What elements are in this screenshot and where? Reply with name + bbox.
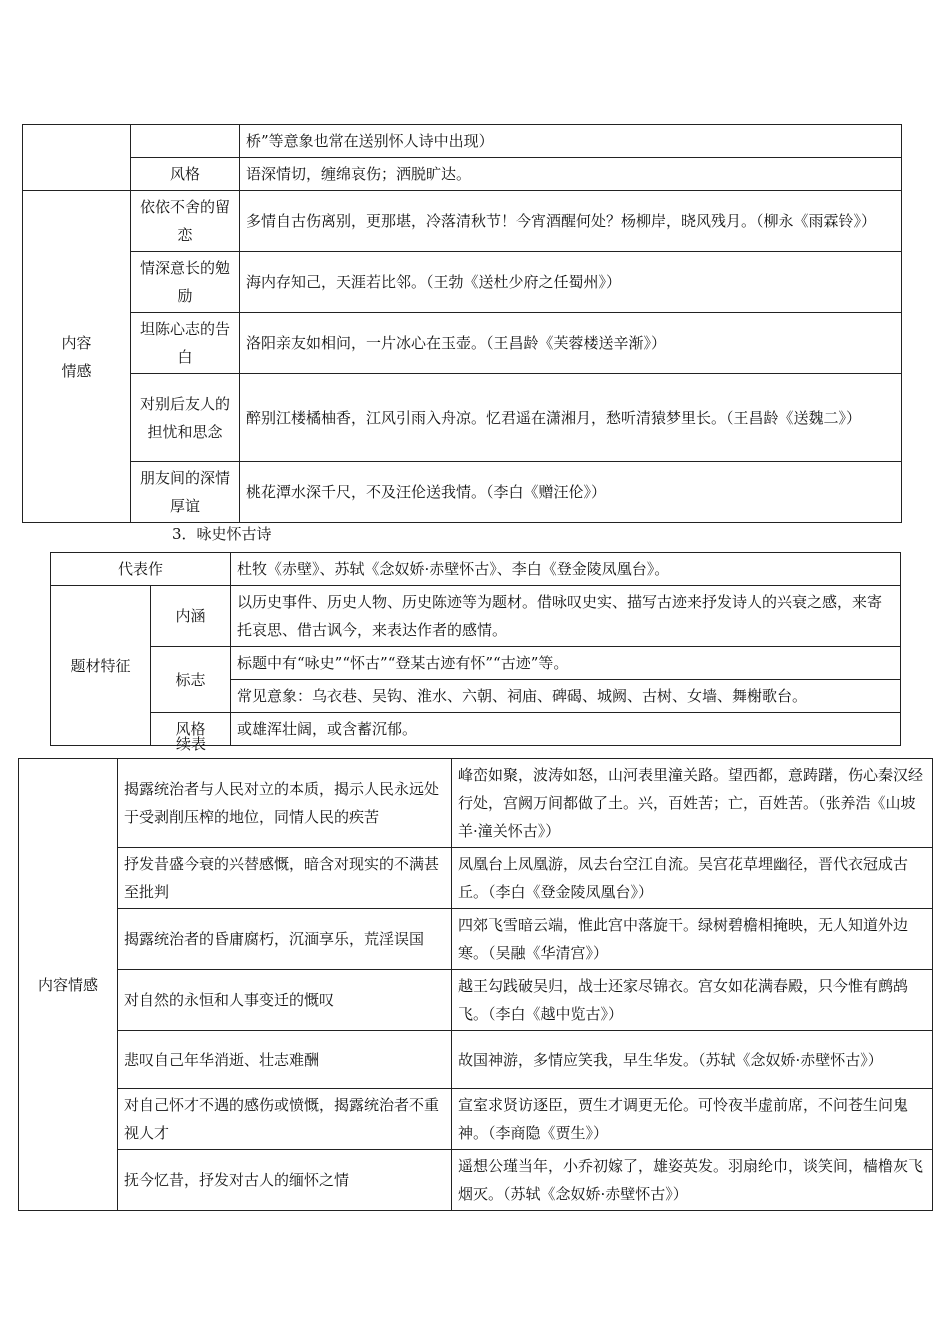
theme-text: 对自己怀才不遇的感伤或愤慨，揭露统治者不重视人才 [118, 1089, 452, 1150]
theme-text: 揭露统治者的昏庸腐朽，沉湎享乐，荒淫误国 [118, 909, 452, 970]
continued-table-label: 续表 [176, 735, 207, 753]
theme-text: 对自然的永恒和人事变迁的慨叹 [118, 970, 452, 1031]
content-emotion-label: 内容 情感 [23, 191, 131, 523]
theme-text: 抚今忆昔，抒发对古人的缅怀之情 [118, 1150, 452, 1211]
style-text: 语深情切，缠绵哀伤；洒脱旷达。 [240, 158, 902, 191]
example-text: 宣室求贤访逐臣，贾生才调更无伦。可怜夜半虚前席，不问苍生问鬼神。（李商隐《贾生》） [452, 1089, 933, 1150]
emotion-example: 醉别江楼橘柚香，江风引雨入舟凉。忆君遥在潇湘月，愁听清猿梦里长。（王昌龄《送魏二》） [240, 374, 902, 462]
example-text: 遥想公瑾当年，小乔初嫁了，雄姿英发。羽扇纶巾，谈笑间，樯橹灰飞烟灭。（苏轼《念奴娇·赤壁怀古》） [452, 1150, 933, 1211]
emotion-label: 情深意长的勉励 [131, 252, 240, 313]
emotion-example: 洛阳亲友如相问，一片冰心在玉壶。（王昌龄《芙蓉楼送辛渐》） [240, 313, 902, 374]
style-text: 或雄浑壮阔，或含蓄沉郁。 [231, 713, 901, 746]
example-text: 凤凰台上凤凰游，凤去台空江自流。吴宫花草埋幽径，晋代衣冠成古丘。（李白《登金陵凤凰台》） [452, 848, 933, 909]
imagery-text: 常见意象：乌衣巷、吴钩、淮水、六朝、祠庙、碑碣、城阙、古树、女墙、舞榭歌台。 [231, 680, 901, 713]
emotion-label: 朋友间的深情厚谊 [131, 462, 240, 523]
style-label: 风格 [131, 158, 240, 191]
style-label: 风格 [151, 713, 231, 746]
theme-text: 悲叹自己年华消逝、壮志难酬 [118, 1031, 452, 1089]
continued-text: 桥”等意象也常在送别怀人诗中出现） [240, 125, 902, 158]
farewell-poem-table [22, 124, 902, 523]
example-text: 故国神游，多情应笑我，早生华发。（苏轼《念奴娇·赤壁怀古》） [452, 1031, 933, 1089]
representative-label: 代表作 [51, 553, 231, 586]
example-text: 四郊飞雪暗云端，惟此宫中落旋干。绿树碧檐相掩映，无人知道外边寒。（吴融《华清宫》） [452, 909, 933, 970]
emotion-label: 坦陈心志的告白 [131, 313, 240, 374]
content-emotion-label: 内容情感 [19, 759, 118, 1211]
history-poem-feature-table [50, 552, 901, 746]
empty-cell [23, 125, 131, 191]
marker-text: 标题中有“咏史”“怀古”“登某古迹有怀”“古迹”等。 [231, 647, 901, 680]
connotation-label: 内涵 [151, 586, 231, 647]
emotion-example: 海内存知己，天涯若比邻。（王勃《送杜少府之任蜀州》） [240, 252, 902, 313]
example-text: 越王勾践破吴归，战士还家尽锦衣。宫女如花满春殿，只今惟有鹧鸪飞。（李白《越中览古》） [452, 970, 933, 1031]
emotion-example: 桃花潭水深千尺，不及汪伦送我情。（李白《赠汪伦》） [240, 462, 902, 523]
emotion-label: 对别后友人的担忧和思念 [131, 374, 240, 462]
section-heading: 3．咏史怀古诗 [172, 525, 272, 543]
example-text: 峰峦如聚，波涛如怒，山河表里潼关路。望西都，意踌躇，伤心秦汉经行处，宫阙万间都做了土。兴，百姓苦；亡，百姓苦。（张养浩《山坡羊·潼关怀古》） [452, 759, 933, 848]
theme-text: 揭露统治者与人民对立的本质，揭示人民永远处于受剥削压榨的地位，同情人民的疾苦 [118, 759, 452, 848]
marker-label: 标志 [151, 647, 231, 713]
subject-feature-label: 题材特征 [51, 586, 151, 746]
emotion-example: 多情自古伤离别，更那堪，冷落清秋节！今宵酒醒何处？杨柳岸，晓风残月。（柳永《雨霖铃》） [240, 191, 902, 252]
representative-text: 杜牧《赤壁》、苏轼《念奴娇·赤壁怀古》、李白《登金陵凤凰台》。 [231, 553, 901, 586]
connotation-text: 以历史事件、历史人物、历史陈迹等为题材。借咏叹史实、描写古迹来抒发诗人的兴衰之感，来寄托哀思、借古讽今，来表达作者的感情。 [231, 586, 901, 647]
history-poem-content-table [18, 758, 933, 1211]
emotion-label: 依依不舍的留恋 [131, 191, 240, 252]
empty-cell [131, 125, 240, 158]
theme-text: 抒发昔盛今衰的兴替感慨，暗含对现实的不满甚至批判 [118, 848, 452, 909]
